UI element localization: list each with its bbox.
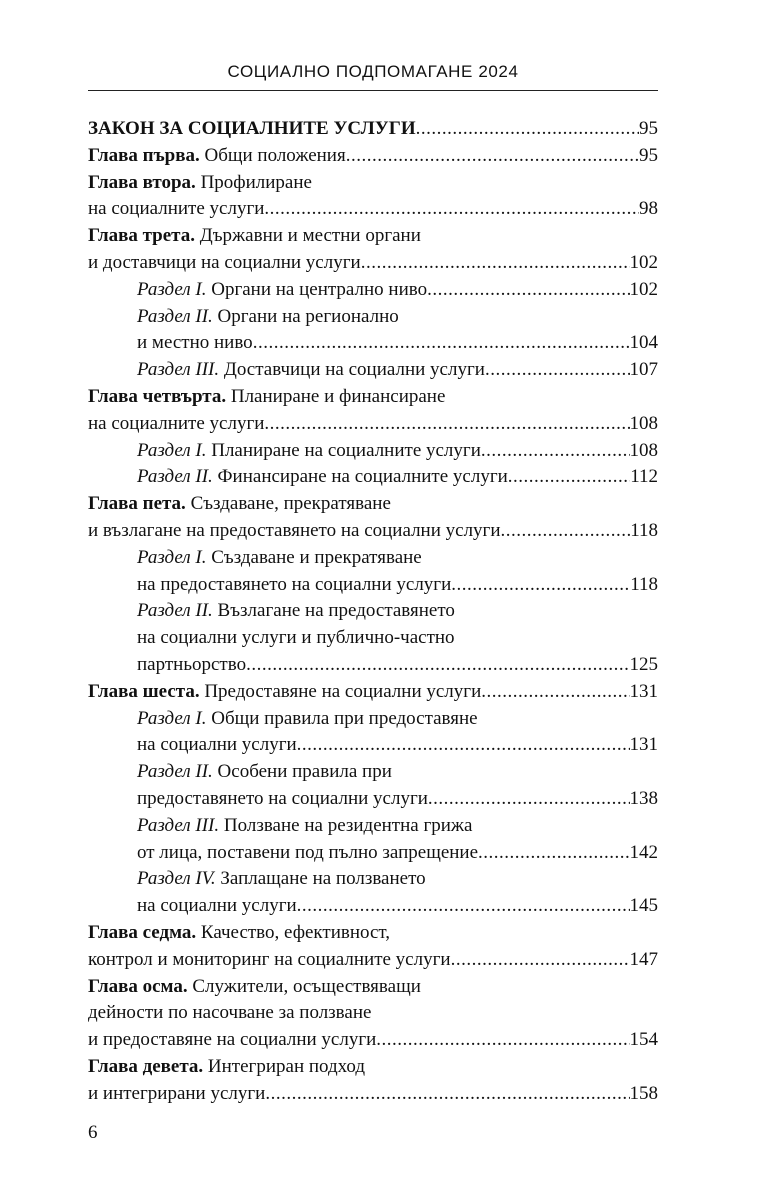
- chapter-label: Глава втора.: [88, 171, 196, 193]
- toc-entry-chapter-4-cont[interactable]: [88, 411, 658, 438]
- chapter-title: и доставчици на социални услуги: [88, 251, 361, 273]
- section-label: Раздел II.: [137, 761, 213, 783]
- page-ref: 95: [639, 144, 658, 166]
- dot-leader: [481, 438, 630, 465]
- dot-leader: [265, 1081, 629, 1108]
- page-ref: 125: [629, 653, 658, 675]
- dot-leader: [253, 330, 630, 357]
- page-ref: 131: [629, 680, 658, 702]
- section-label: Раздел III.: [137, 814, 220, 836]
- section-title: партньорство: [137, 653, 247, 675]
- chapter-title: Качество, ефективност,: [200, 921, 391, 943]
- chapter-title: Интегриран подход: [207, 1055, 366, 1077]
- section-label: Раздел II.: [137, 305, 213, 327]
- page-ref: 158: [629, 1082, 658, 1104]
- section-title: Ползване на резидентна грижа: [223, 814, 473, 836]
- section-label: Раздел III.: [137, 359, 220, 381]
- chapter-title: и предоставяне на социални услуги: [88, 1029, 377, 1051]
- page-ref: 142: [629, 841, 658, 863]
- section-label: Раздел II.: [137, 466, 213, 488]
- toc-entry-chapter-4[interactable]: [88, 384, 658, 411]
- section-label: Раздел I.: [137, 707, 207, 729]
- dot-leader: [376, 1027, 629, 1054]
- section-label: Раздел II.: [137, 600, 213, 622]
- chapter-title: Държавни и местни органи: [199, 225, 421, 247]
- toc-entry-chapter-3-cont[interactable]: [88, 250, 658, 277]
- dot-leader: [264, 196, 639, 223]
- section-title: и местно ниво: [137, 332, 253, 354]
- section-title: Доставчици на социални услуги: [223, 359, 485, 381]
- dot-leader: [478, 840, 629, 867]
- chapter-label: Глава четвърта.: [88, 385, 227, 407]
- toc-entry-section[interactable]: [88, 464, 658, 491]
- chapter-title: на социалните услуги: [88, 198, 265, 220]
- section-title: Органи на централно ниво: [211, 278, 428, 300]
- section-title: на предоставянето на социални услуги: [137, 573, 452, 595]
- dot-leader: [428, 786, 630, 813]
- toc-entry-chapter-1[interactable]: [88, 143, 658, 170]
- chapter-label: Глава пета.: [88, 493, 186, 515]
- toc-entry-section[interactable]: [88, 598, 658, 625]
- chapter-label: Глава осма.: [88, 975, 188, 997]
- toc-entry-chapter-8[interactable]: [88, 974, 658, 1001]
- toc-entry-chapter-9-cont[interactable]: [88, 1081, 658, 1108]
- table-of-contents: [88, 116, 658, 1107]
- toc-entry-chapter-2-cont[interactable]: [88, 196, 658, 223]
- dot-leader: [427, 277, 629, 304]
- page-ref: 108: [629, 412, 658, 434]
- running-head: СОЦИАЛНО ПОДПОМАГАНЕ 2024: [227, 62, 519, 81]
- toc-entry-law[interactable]: [88, 116, 658, 143]
- section-label: Раздел I.: [137, 278, 207, 300]
- dot-leader: [481, 679, 629, 706]
- toc-entry-section-cont[interactable]: [88, 840, 658, 867]
- section-title: Особени правила при: [217, 761, 392, 783]
- section-title: на социални услуги: [137, 895, 297, 917]
- page-ref: 145: [629, 895, 658, 917]
- page-ref: 107: [629, 359, 658, 381]
- toc-entry-section[interactable]: [88, 545, 658, 572]
- dot-leader: [501, 518, 631, 545]
- chapter-title: Планиране и финансиране: [230, 385, 446, 407]
- chapter-title: Профилиране: [200, 171, 312, 193]
- chapter-title: дейности по насочване за ползване: [88, 1002, 372, 1024]
- chapter-title: Служители, осъществяващи: [192, 975, 421, 997]
- toc-entry-chapter-6[interactable]: [88, 679, 658, 706]
- toc-entry-chapter-5[interactable]: [88, 491, 658, 518]
- page-ref: 138: [629, 787, 658, 809]
- section-title: Финансиране на социалните услуги: [217, 466, 508, 488]
- toc-entry-section[interactable]: [88, 866, 658, 893]
- dot-leader: [297, 893, 630, 920]
- page-ref: 102: [629, 251, 658, 273]
- page-ref: 104: [629, 332, 658, 354]
- toc-entry-section[interactable]: [88, 813, 658, 840]
- section-title: Общи правила при предоставяне: [211, 707, 478, 729]
- dot-leader: [346, 143, 639, 170]
- page-number: 6: [88, 1122, 98, 1143]
- toc-entry-section-cont[interactable]: [88, 652, 658, 679]
- page-ref: 147: [629, 948, 658, 970]
- section-title: Органи на регионално: [217, 305, 399, 327]
- toc-entry-section-cont[interactable]: [88, 330, 658, 357]
- toc-entry-section-cont[interactable]: [88, 732, 658, 759]
- toc-entry-section-cont[interactable]: [88, 625, 658, 652]
- toc-entry-section[interactable]: [88, 438, 658, 465]
- page-ref: 118: [630, 519, 658, 541]
- toc-entry-section[interactable]: [88, 706, 658, 733]
- toc-entry-section[interactable]: [88, 277, 658, 304]
- chapter-title: Предоставяне на социални услуги: [204, 680, 482, 702]
- section-title: от лица, поставени под пълно запрещение: [137, 841, 479, 863]
- toc-entry-chapter-2[interactable]: [88, 170, 658, 197]
- toc-entry-chapter-8-cont[interactable]: [88, 1027, 658, 1054]
- toc-entry-chapter-7[interactable]: [88, 920, 658, 947]
- chapter-title: контрол и мониторинг на социалните услуги: [88, 948, 451, 970]
- dot-leader: [508, 464, 630, 491]
- chapter-title: на социалните услуги: [88, 412, 265, 434]
- section-title: предоставянето на социални услуги: [137, 787, 428, 809]
- chapter-title: Създаване, прекратяване: [190, 493, 391, 515]
- section-title: на социални услуги и публично-частно: [137, 627, 455, 649]
- section-title: на социални услуги: [137, 734, 297, 756]
- section-label: Раздел IV.: [137, 868, 216, 890]
- dot-leader: [485, 357, 630, 384]
- toc-entry-section-cont[interactable]: [88, 893, 658, 920]
- section-title: Заплащане на ползването: [220, 868, 426, 890]
- page-ref: 112: [630, 466, 658, 488]
- page-ref: 131: [629, 734, 658, 756]
- chapter-title: Общи положения: [204, 144, 346, 166]
- page-ref: 102: [629, 278, 658, 300]
- dot-leader: [264, 411, 629, 438]
- chapter-title: и възлагане на предоставянето на социални услуги: [88, 519, 501, 541]
- page-ref: 98: [639, 198, 658, 220]
- chapter-title: и интегрирани услуги: [88, 1082, 266, 1104]
- dot-leader: [361, 250, 630, 277]
- section-title: Планиране на социалните услуги: [211, 439, 481, 461]
- toc-entry-section[interactable]: [88, 759, 658, 786]
- law-title: ЗАКОН ЗА СОЦИАЛНИТЕ УСЛУГИ: [88, 118, 416, 139]
- dot-leader: [246, 652, 629, 679]
- page-ref: 154: [629, 1029, 658, 1051]
- toc-entry-chapter-3[interactable]: [88, 223, 658, 250]
- toc-entry-section[interactable]: [88, 357, 658, 384]
- chapter-label: Глава седма.: [88, 921, 197, 943]
- chapter-label: Глава първа.: [88, 144, 200, 166]
- section-label: Раздел I.: [137, 439, 207, 461]
- toc-entry-section-cont[interactable]: [88, 572, 658, 599]
- section-title: Създаване и прекратяване: [211, 546, 422, 568]
- page-ref: 95: [639, 118, 658, 139]
- toc-entry-section[interactable]: [88, 304, 658, 331]
- toc-entry-chapter-5-cont[interactable]: [88, 518, 658, 545]
- chapter-label: Глава трета.: [88, 225, 195, 247]
- toc-entry-chapter-9[interactable]: [88, 1054, 658, 1081]
- page-ref: 118: [630, 573, 658, 595]
- chapter-label: Глава девета.: [88, 1055, 204, 1077]
- dot-leader: [297, 732, 630, 759]
- dot-leader: [451, 572, 630, 599]
- chapter-label: Глава шеста.: [88, 680, 200, 702]
- toc-entry-chapter-8-cont[interactable]: [88, 1000, 658, 1027]
- section-label: Раздел I.: [137, 546, 207, 568]
- header-rule: [88, 90, 658, 91]
- dot-leader: [416, 116, 639, 143]
- dot-leader: [451, 947, 630, 974]
- toc-entry-chapter-7-cont[interactable]: [88, 947, 658, 974]
- toc-entry-section-cont[interactable]: [88, 786, 658, 813]
- section-title: Възлагане на предоставянето: [217, 600, 455, 622]
- page-ref: 108: [629, 439, 658, 461]
